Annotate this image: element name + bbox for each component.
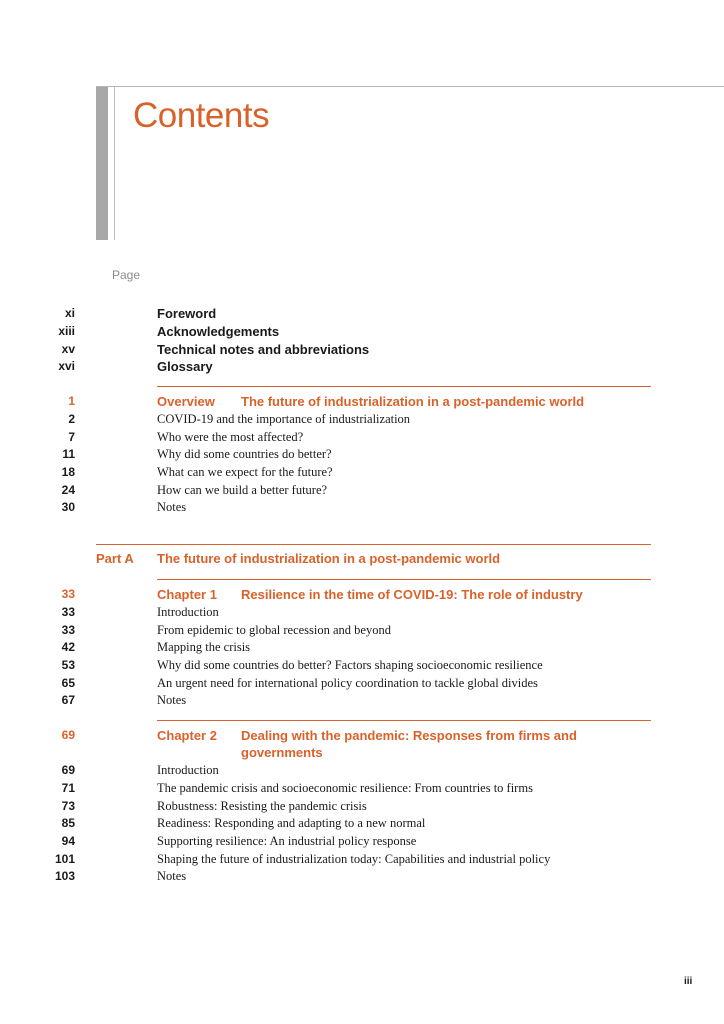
toc-entry[interactable] (0, 658, 660, 676)
toc-entry-title: Who were the most affected? (157, 430, 304, 444)
toc-entry[interactable] (0, 799, 660, 817)
toc-entry-title: Foreword (157, 306, 217, 321)
toc-page-number: 24 (61, 483, 75, 497)
toc-entry[interactable] (0, 640, 660, 658)
toc-entry-title: Notes (157, 693, 187, 707)
part-divider (96, 544, 651, 545)
chapter-label: Chapter 2 (157, 728, 217, 743)
toc-entry-title: Robustness: Resisting the pandemic crisis (157, 799, 367, 813)
toc-entry-glossary[interactable] (0, 359, 660, 377)
toc-entry-title: Introduction (157, 605, 219, 619)
toc-entry[interactable] (0, 763, 660, 781)
header-sidebar-line (114, 87, 115, 240)
part-title: The future of industrialization in a post-pandemic world (157, 551, 501, 566)
section-label: Overview (157, 394, 215, 409)
toc-entry[interactable] (0, 693, 660, 711)
toc-entry-technical-notes[interactable] (0, 342, 660, 360)
toc-page-number: xi (64, 306, 75, 320)
toc-page-number: 73 (61, 799, 75, 813)
toc-entry-title: Technical notes and abbreviations (157, 342, 370, 357)
toc-entry-title: An urgent need for international policy coordination to tackle global divides (157, 676, 538, 690)
toc-entry-title: Glossary (157, 359, 213, 374)
toc-entry-title: From epidemic to global recession and beyond (157, 623, 391, 637)
toc-entry-foreword[interactable] (0, 306, 660, 324)
toc-entry-title: COVID-19 and the importance of industrialization (157, 412, 411, 426)
page-title: Contents (133, 96, 270, 135)
toc-page-number: 42 (61, 640, 75, 654)
toc-entry-title: Notes (157, 869, 187, 883)
toc-page-number: 33 (61, 605, 75, 619)
toc-entry-title: The pandemic crisis and socioeconomic resilience: From countries to firms (157, 781, 533, 795)
section-divider (157, 579, 651, 580)
toc-page-number: 101 (54, 852, 75, 866)
toc-entry[interactable] (0, 605, 660, 623)
toc-entry-title: Supporting resilience: An industrial policy response (157, 834, 417, 848)
top-rule (96, 86, 724, 87)
toc-section-title (157, 394, 584, 409)
toc-entry[interactable] (0, 500, 660, 518)
toc-entry[interactable] (0, 781, 660, 799)
toc-page-number: 7 (68, 430, 75, 444)
toc-entry-title: Mapping the crisis (157, 640, 251, 654)
toc-page-number: 103 (54, 869, 75, 883)
toc-entry-title: Readiness: Responding and adapting to a new normal (157, 816, 426, 830)
toc-page-number: 30 (61, 500, 75, 514)
toc-page-number: 1 (68, 394, 75, 408)
toc-chapter2-heading[interactable] (0, 728, 660, 746)
toc-entry[interactable] (0, 412, 660, 430)
toc-page-number: xiii (58, 324, 75, 338)
toc-page-number: 69 (61, 728, 75, 742)
toc-page-number: 53 (61, 658, 75, 672)
toc-entry-title: What can we expect for the future? (157, 465, 333, 479)
toc-section-title (157, 587, 583, 602)
toc-page-number: 2 (68, 412, 75, 426)
toc-entry-title: Introduction (157, 763, 219, 777)
toc-page-number: 85 (61, 816, 75, 830)
toc-entry-acknowledgements[interactable] (0, 324, 660, 342)
toc-page-number: 11 (62, 447, 75, 461)
toc-entry[interactable] (0, 676, 660, 694)
chapter-label: Chapter 1 (157, 587, 217, 602)
toc-entry[interactable] (0, 623, 660, 641)
toc-chapter2-heading-cont[interactable] (0, 745, 660, 763)
toc-page-number: 33 (61, 623, 75, 637)
toc-page-number: 65 (61, 676, 75, 690)
page-column-label: Page (112, 268, 141, 282)
toc-page-number: 18 (61, 465, 75, 479)
page-folio: iii (684, 976, 693, 987)
toc-section-title (157, 728, 577, 743)
toc-entry[interactable] (0, 852, 660, 870)
toc-entry[interactable] (0, 834, 660, 852)
toc-entry-title: Shaping the future of industrialization today: Capabilities and industrial policy (157, 852, 551, 866)
toc-entry-title: Why did some countries do better? (157, 447, 332, 461)
toc-page-number: 94 (61, 834, 75, 848)
chapter-title-text: Resilience in the time of COVID-19: The role of industry (241, 587, 583, 602)
toc-page-number: 67 (61, 693, 75, 707)
section-divider (157, 386, 651, 387)
toc-chapter1-heading[interactable] (0, 587, 660, 605)
chapter-title-text: Dealing with the pandemic: Responses from firms and (241, 728, 577, 743)
toc-page-number: xv (61, 342, 75, 356)
toc-entry-title: Acknowledgements (157, 324, 280, 339)
toc-entry[interactable] (0, 869, 660, 887)
toc-entry-title: Why did some countries do better? Factors shaping socioeconomic resilience (157, 658, 543, 672)
section-title-text: The future of industrialization in a post-pandemic world (241, 394, 585, 409)
part-label: Part A (96, 551, 134, 566)
header-sidebar-bar (96, 87, 108, 240)
section-divider (157, 720, 651, 721)
toc-entry[interactable] (0, 430, 660, 448)
toc-entry[interactable] (0, 447, 660, 465)
toc-part-a-heading[interactable] (0, 551, 660, 569)
toc-page-number: 33 (61, 587, 75, 601)
toc-overview-heading[interactable] (0, 394, 660, 412)
toc-page-number: 71 (61, 781, 75, 795)
toc-entry[interactable] (0, 483, 660, 501)
toc-entry-title: Notes (157, 500, 187, 514)
toc-entry-title: How can we build a better future? (157, 483, 328, 497)
toc-page-number: 69 (61, 763, 75, 777)
toc-page-number: xvi (58, 359, 75, 373)
toc-entry[interactable] (0, 465, 660, 483)
toc-entry[interactable] (0, 816, 660, 834)
chapter-title-continuation: governments (241, 745, 323, 760)
